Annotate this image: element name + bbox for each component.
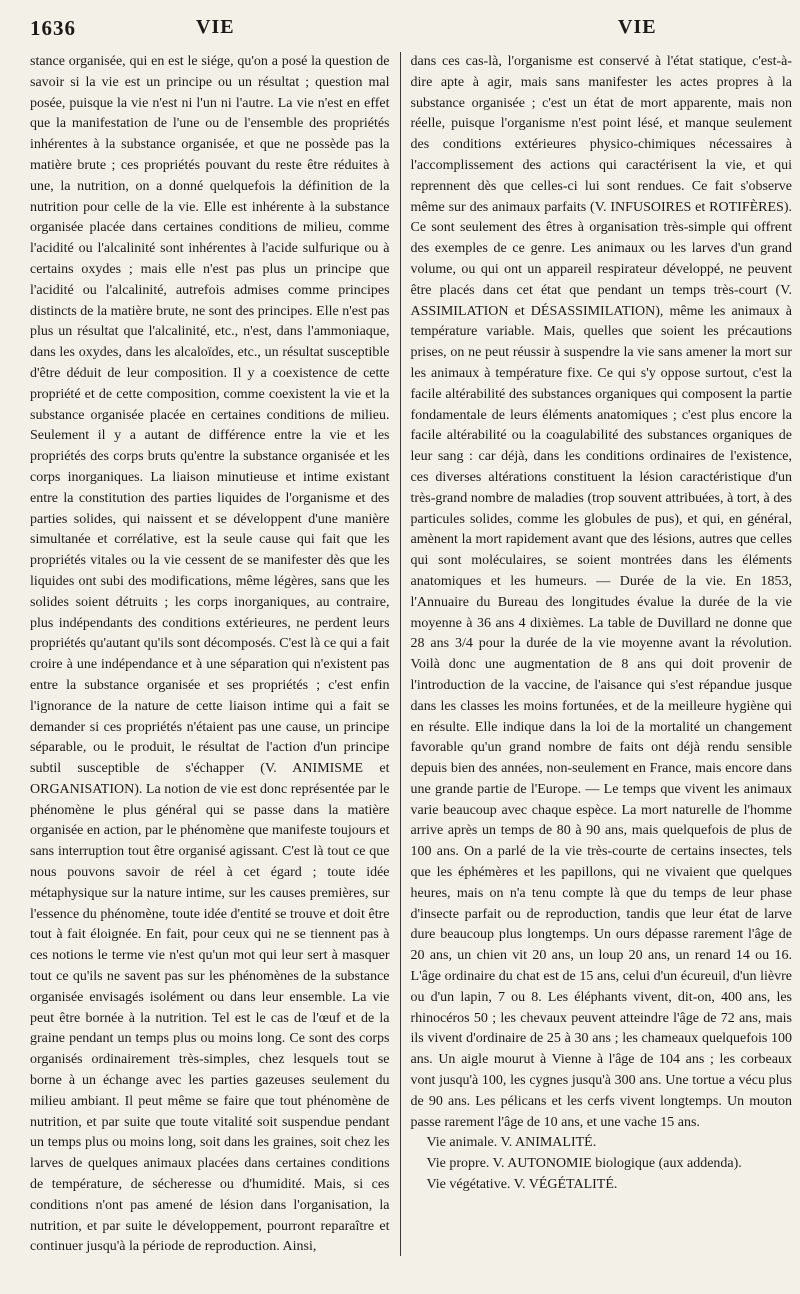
left-column xyxy=(30,52,400,1258)
right-column xyxy=(401,52,792,1258)
two-column-body xyxy=(30,52,792,1258)
left-running-title: VIE xyxy=(196,16,235,38)
page-number: 1636 xyxy=(30,16,76,40)
sub-entry-vie-animale: Vie animale. V. ANIMALITÉ. xyxy=(426,1135,597,1151)
right-running-title: VIE xyxy=(618,16,657,38)
right-column-text: dans ces cas-là, l'organisme est conservé à l'état statique, c'est-à-dire apte à agir, mais sans manifester les actes propres à la substance organisée ; c'est un état de mort apparente, mais non réelle, puisque l'organisme n'est point lésé, et manque seulement des conditions extérieures physico-chimiques nécessaires à l'accomplissement des actions qui caractérisent la vie, et qui reprennent dès que celles-ci lui sont rendues. Ce fait s'observe même sur des animaux parfaits (V. INFUSOIRES et ROTIFÈRES). Ce sont seulement des êtres à organisation très-simple qui offrent des exemples de ce genre. Les animaux ou les larves d'un grand volume, ou qui ont un appareil respirateur développé, ne peuvent être placés dans cet état que pendant un temps très-court (V. ASSIMILATION et DÉSASSIMILATION), même les animaux à température variable. Mais, quelles que soient les précautions prises, on ne peut réussir à suspendre la vie sans amener la mort sur les animaux à température fixe. Ce qui s'y oppose surtout, c'est la facile altérabilité des substances organiques qui composent la partie fondamentale de leurs éléments anatomiques ; c'est plus encore la facile altérabilité ou la coagulabilité des substances organiques de leur sang : car déjà, dans les conditions ordinaires de l'existence, ces diverses altérations constituent la lésion caractéristique d'un très-grand nombre de maladies (trop souvent attribuées, à tort, à des particules solides, comme les globules de pus), et qui, en général, amènent la mort rapidement avant que des lésions, autres que celles qui sont moléculaires, se soient montrées dans les éléments anatomiques et les humeurs. — Durée de la vie. En 1853, l'Annuaire du Bureau des longitudes évalue la durée de la vie moyenne à 36 ans 4 dixièmes. La table de Duvillard ne donne que 28 ans 3/4 pour la durée de la vie moyenne avant la révolution. Voilà donc une augmentation de 8 ans qui doit provenir de l'introduction de la vaccine, de l'aisance qui s'est répandue jusque dans les classes les moins fortunées, et de la meilleure hygiène qui en résulte. Elle indique dans la loi de la mortalité un changement favorable qu'un grand nombre de faits ont déjà rendu sensible depuis bien des années, non-seulement en France, mais encore dans une grande partie de l'Europe. — Le temps que vivent les animaux varie beaucoup avec chaque espèce. La mort naturelle de l'homme arrive après un temps de 80 à 90 ans, mais quelquefois de plus de 100 ans. On a parlé de la vie très-courte de certains insectes, tels que les éphémères et les papillons, qui ne vivaient que quelques heures, mais on n'a tenu compte là que du temps de leur phase d'insecte parfait ou de reproduction, tandis que leur état de larve dure beaucoup plus longtemps. Un ours dépasse rarement l'âge de 20 ans, un chien vit 20 ans, un loup 20 ans, un renard 14 ou 16. L'âge ordinaire du chat est de 15 ans, celui d'un écureuil, d'un lièvre ou d'un lapin, 7 ou 8. Les éléphants vivent, dit-on, 400 ans, les rhinocéros 50 ; les chevaux peuvent atteindre l'âge de 72 ans, mais ils vivent d'ordinaire de 25 à 30 ans ; les chameaux quelquefois 100 ans. Un aigle mourut à Vienne à l'âge de 104 ans ; les corbeaux vont jusqu'à 100, les cygnes jusqu'à 300 ans. Une tortue a vécu plus de 90 ans. Les pélicans et les cerfs vivent longtemps. Un mouton passe rarement l'âge de 10 ans, et une vache 15 ans. xyxy=(410,54,792,1130)
page-header xyxy=(30,16,792,44)
sub-entry-vie-propre: Vie propre. V. AUTONOMIE biologique (aux addenda). xyxy=(426,1156,742,1172)
left-column-text: stance organisée, qui en est le siége, qu'on a posé la question de savoir si la vie est un principe ou un résultat ; question mal posée, puisque la vie n'est ni l'un ni l'autre. La vie n'est en effet que la manifestation de l'une ou de l'ensemble des propriétés inhérentes à la substance organisée, et que ne possède pas la matière brute ; ces propriétés pouvant du reste être réduites à une, la nutrition, on a donné quelquefois la définition de la nutrition pour celle de la vie. Elle est inhérente à la substance organisée placée dans certaines conditions de milieu, comme l'acidité ou l'alcalinité sont inhérentes à l'acide sulfurique ou à certains oxydes ; mais elle n'est pas plus un principe que l'acidité ou l'alcalinité, autrefois admises comme principes distincts de la matière brute, ne sont des principes. Elle n'est pas plus un résultat que l'alcalinité, etc., n'est, dans l'ammoniaque, dans les oxydes, dans les alcaloïdes, etc., un résultat susceptible d'être déduit de leur composition. Il y a coexistence de cette propriété et de cette composition, comme coexistent la vie et la substance organisée placée en certaines conditions de milieu. Seulement il y a autant de différence entre la vie et les propriétés des corps bruts qu'entre la substance organisée et les corps inorganiques. La liaison minutieuse et intime existant entre la constitution des parties liquides de l'organisme et des parties solides, qui naissent et se développent d'une manière simultanée et corrélative, est la seule cause qui fait que les propriétés vitales ou la vie cessent de se manifester dès que les liquides ont subi des modifications, même légères, sans que les solides soient détruits ; les corps inorganiques, au contraire, plus indépendants des conditions extérieures, ne perdent leurs propriétés qu'autant qu'ils sont décomposés. C'est là ce qui a fait croire à une indépendance et à une séparation qui n'existent pas entre la substance organisée et ses propriétés ; c'est enfin l'ignorance de la nature de cette liaison intime qui a fait se demander si ces propriétés n'étaient pas une cause, un principe séparable, ou le produit, le résultat de l'action d'un principe subtil susceptible de s'échapper (V. ANIMISME et ORGANISATION). La notion de vie est donc représentée par le phénomène le plus général qui se passe dans la matière organisée en action, par le phénomène que manifeste toujours et sans interruption tout être organisé agissant. C'est là tout ce que nous pouvons savoir de réel à cet égard ; toute idée métaphysique sur la nature intime, sur les causes premières, sur l'essence du phénomène, toute idée d'entité se trouve et doit être tout à fait éloignée. En fait, pour ceux qui ne se tiennent pas à ces notions le terme vie n'est qu'un mot qui leur sert à masquer tout ce qu'ils ne savent pas sur les phénomènes de la substance organisée envisagés isolément ou dans leur ensemble. La vie peut être bornée à la nutrition. Tel est le cas de l'œuf et de la graine pendant un temps plus ou moins long. Ce sont des corps organisés ordinairement très-simples, chez lesquels tout se borne à un échange avec les parties gazeuses seulement du milieu ambiant. Il peut même se faire que tout phénomène de nutrition, et par suite que toute vitalité soit suspendue pendant un temps plus ou moins long, soit dans les graines, soit chez les larves de quelques animaux placées dans certaines conditions de température, de sécheresse ou d'humidité. Mais, si ces conditions n'ont pas amené de lésion dans l'organisation, la nutrition, et par suite le développement, pourront reparaître et continuer jusqu'à la période de reproduction. Ainsi, xyxy=(30,54,390,1255)
sub-entry-vie-vegetative: Vie végétative. V. VÉGÉTALITÉ. xyxy=(426,1177,618,1193)
